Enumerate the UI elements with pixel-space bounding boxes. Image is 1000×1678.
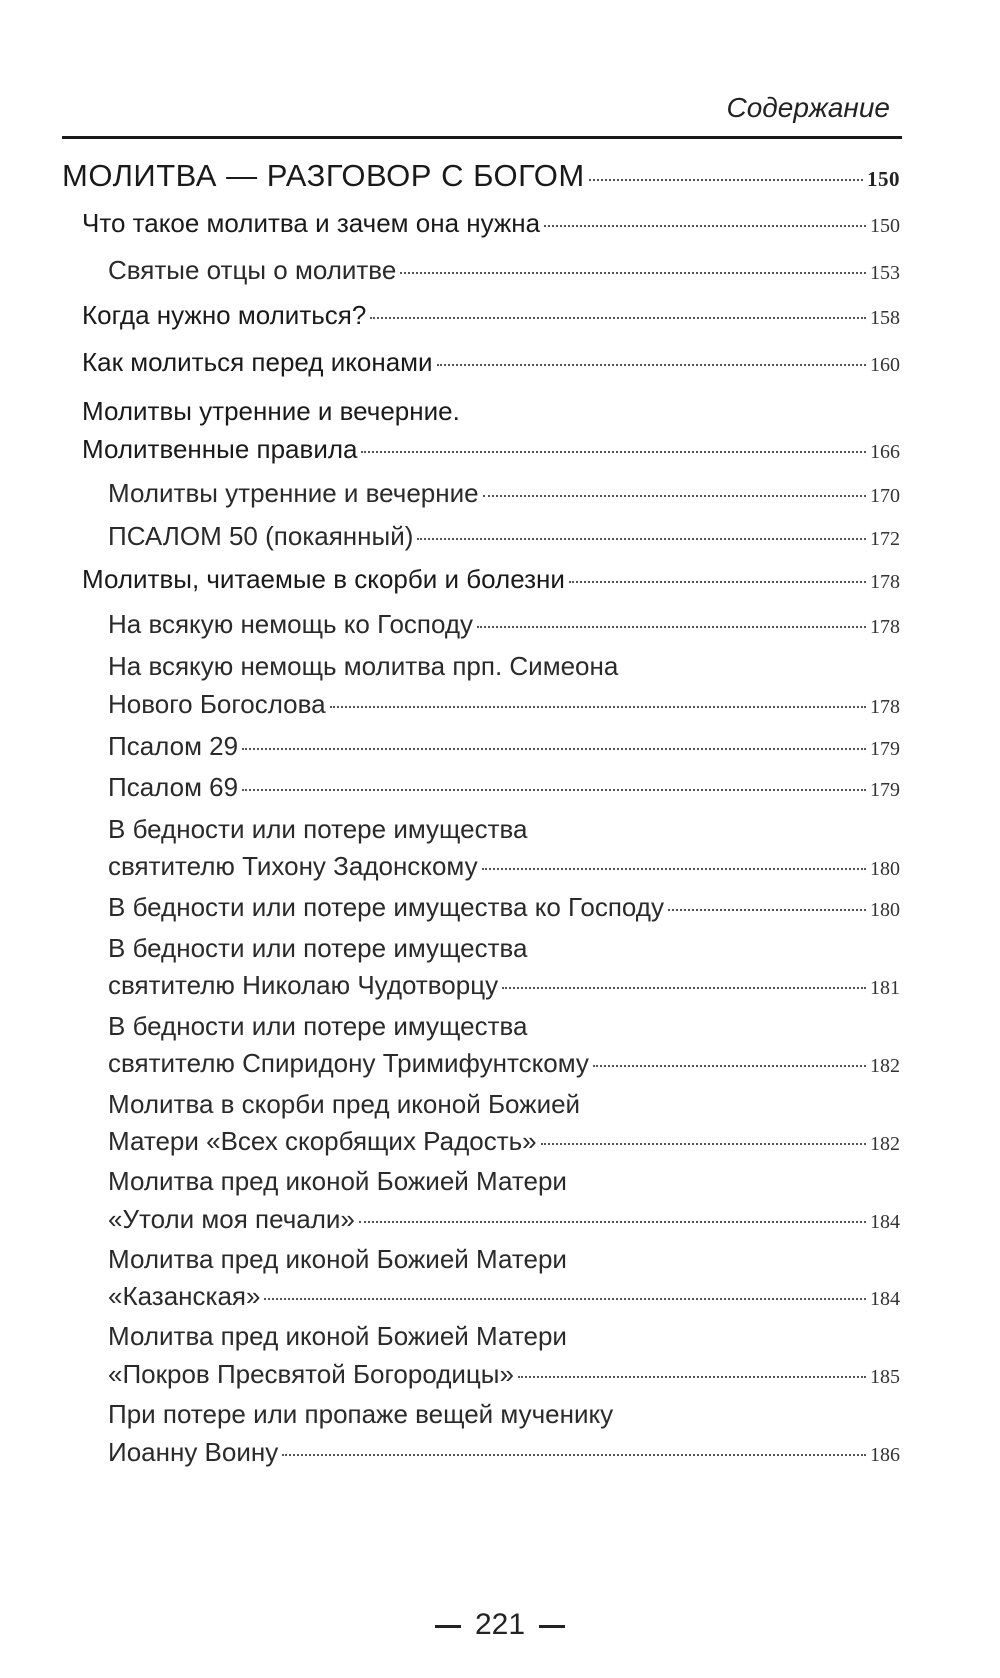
toc-entry-title: Иоанну Воину bbox=[108, 1437, 279, 1467]
toc-entry-title: Молитвы утренние и вечерние bbox=[108, 478, 479, 508]
toc-entry-title: Святые отцы о молитве bbox=[108, 255, 397, 285]
dot-leader bbox=[589, 179, 863, 181]
toc-entry-title: Матери «Всех скорбящих Радость» bbox=[108, 1126, 537, 1156]
dot-leader bbox=[400, 272, 866, 274]
folio-dash-left bbox=[435, 1625, 461, 1628]
toc-entry-first-line: На всякую немощь молитва прп. Симеона bbox=[108, 651, 619, 681]
toc-entry-first-line: При потере или пропаже вещей мученику bbox=[108, 1399, 614, 1429]
toc-entry-title: ПСАЛОМ 50 (покаянный) bbox=[108, 521, 414, 551]
toc-entry-title: Как молиться перед иконами bbox=[82, 347, 433, 377]
toc-entry-page: 160 bbox=[870, 354, 900, 376]
toc-entry-title: Псалом 69 bbox=[108, 772, 239, 802]
dot-leader bbox=[668, 909, 866, 911]
toc-entry-page: 179 bbox=[870, 738, 900, 760]
toc-entry-title: «Утоли моя печали» bbox=[108, 1204, 355, 1234]
toc-entry-page: 178 bbox=[870, 571, 900, 593]
toc-entry-page: 150 bbox=[870, 215, 900, 237]
toc-entry-page: 158 bbox=[870, 307, 900, 329]
toc-entry-title: МОЛИТВА — РАЗГОВОР С БОГОМ bbox=[62, 158, 585, 193]
toc-entry[interactable] bbox=[82, 434, 900, 465]
toc-entry[interactable] bbox=[108, 478, 900, 509]
toc-entry-first-line: Молитвы утренние и вечерние. bbox=[82, 396, 460, 426]
toc-entry-page: 172 bbox=[870, 528, 900, 550]
dot-leader bbox=[502, 987, 866, 989]
dot-leader bbox=[330, 706, 866, 708]
toc-entry-page: 182 bbox=[870, 1133, 900, 1155]
toc-entry-first-line: В бедности или потере имущества bbox=[108, 814, 528, 844]
toc-entry-page: 180 bbox=[870, 899, 900, 921]
toc-entry[interactable] bbox=[108, 521, 900, 552]
toc-entry-title: святителю Спиридону Тримифунтскому bbox=[108, 1048, 589, 1078]
toc-entry[interactable] bbox=[108, 970, 900, 1001]
toc-entry-title: В бедности или потере имущества ко Господу bbox=[108, 892, 664, 922]
toc-entry-title: Нового Богослова bbox=[108, 689, 326, 719]
toc-entry-title: Когда нужно молиться? bbox=[82, 300, 367, 330]
toc-entry-page: 179 bbox=[870, 779, 900, 801]
dot-leader bbox=[482, 868, 866, 870]
toc-entry[interactable] bbox=[108, 1437, 900, 1468]
toc-entry[interactable] bbox=[108, 892, 900, 923]
toc-entry-page: 181 bbox=[870, 977, 900, 999]
toc-entry[interactable] bbox=[108, 1281, 900, 1312]
toc-entry-page: 184 bbox=[870, 1288, 900, 1310]
dot-leader bbox=[242, 789, 866, 791]
folio-dash-right bbox=[539, 1625, 565, 1628]
toc-entry[interactable] bbox=[82, 208, 900, 239]
dot-leader bbox=[544, 225, 866, 227]
toc-entry-first-line: Молитва пред иконой Божией Матери bbox=[108, 1244, 567, 1274]
dot-leader bbox=[282, 1454, 866, 1456]
toc-entry[interactable] bbox=[108, 772, 900, 803]
dot-leader bbox=[569, 581, 866, 583]
toc-entry-title: святителю Николаю Чудотворцу bbox=[108, 970, 499, 1000]
dot-leader bbox=[483, 495, 866, 497]
toc-entry-first-line: Молитва в скорби пред иконой Божией bbox=[108, 1089, 581, 1119]
toc-entry-page: 178 bbox=[870, 616, 900, 638]
toc-entry[interactable] bbox=[108, 1359, 900, 1390]
toc-entry-title: Псалом 29 bbox=[108, 731, 239, 761]
toc-entry[interactable] bbox=[108, 851, 900, 882]
toc-entry-page: 182 bbox=[870, 1055, 900, 1077]
dot-leader bbox=[359, 1221, 866, 1223]
toc-entry[interactable] bbox=[108, 731, 900, 762]
toc-entry-first-line: В бедности или потере имущества bbox=[108, 1011, 528, 1041]
toc-entry-title: «Покров Пресвятой Богородицы» bbox=[108, 1359, 514, 1389]
toc-entry-title: На всякую немощь ко Господу bbox=[108, 609, 474, 639]
toc-entry-title: Что такое молитва и зачем она нужна bbox=[82, 208, 541, 238]
toc-entry[interactable] bbox=[108, 609, 900, 640]
toc-entry-first-line: Молитва пред иконой Божией Матери bbox=[108, 1166, 567, 1196]
toc-entry[interactable] bbox=[108, 255, 900, 286]
dot-leader bbox=[370, 317, 866, 319]
toc-entry[interactable] bbox=[108, 1048, 900, 1079]
dot-leader bbox=[264, 1298, 866, 1300]
toc-entry-page: 180 bbox=[870, 858, 900, 880]
toc-entry[interactable] bbox=[82, 564, 900, 595]
toc-entry-first-line: В бедности или потере имущества bbox=[108, 933, 528, 963]
dot-leader bbox=[417, 538, 866, 540]
page-number bbox=[0, 1608, 1000, 1642]
toc-entry-title: святителю Тихону Задонскому bbox=[108, 851, 478, 881]
toc-entry-title: «Казанская» bbox=[108, 1281, 261, 1311]
dot-leader bbox=[437, 364, 866, 366]
toc-entry[interactable] bbox=[108, 689, 900, 720]
toc-entry[interactable] bbox=[62, 158, 900, 194]
toc-entry[interactable] bbox=[108, 1204, 900, 1235]
toc-entry[interactable] bbox=[82, 300, 900, 331]
toc-entry-page: 185 bbox=[870, 1366, 900, 1388]
toc-entry-page: 170 bbox=[870, 485, 900, 507]
toc-entry[interactable] bbox=[108, 1126, 900, 1157]
toc-entry-page: 153 bbox=[870, 262, 900, 284]
toc-entry-first-line: Молитва пред иконой Божией Матери bbox=[108, 1321, 567, 1351]
toc-entry-title: Молитвы, читаемые в скорби и болезни bbox=[82, 564, 565, 594]
dot-leader bbox=[518, 1376, 866, 1378]
header-rule bbox=[62, 136, 902, 139]
toc-entry-title: Молитвенные правила bbox=[82, 434, 358, 464]
dot-leader bbox=[477, 626, 866, 628]
dot-leader bbox=[541, 1143, 866, 1145]
dot-leader bbox=[361, 451, 866, 453]
dot-leader bbox=[242, 748, 866, 750]
toc-entry-page: 186 bbox=[870, 1444, 900, 1466]
dot-leader bbox=[593, 1065, 866, 1067]
toc-entry-page: 184 bbox=[870, 1211, 900, 1233]
toc-entry-page: 178 bbox=[870, 696, 900, 718]
toc-entry-page: 166 bbox=[870, 441, 900, 463]
toc-entry[interactable] bbox=[82, 347, 900, 378]
toc-entry-page: 150 bbox=[867, 167, 900, 191]
page-number-text: 221 bbox=[474, 1608, 526, 1641]
running-head: Содержание bbox=[726, 92, 890, 123]
